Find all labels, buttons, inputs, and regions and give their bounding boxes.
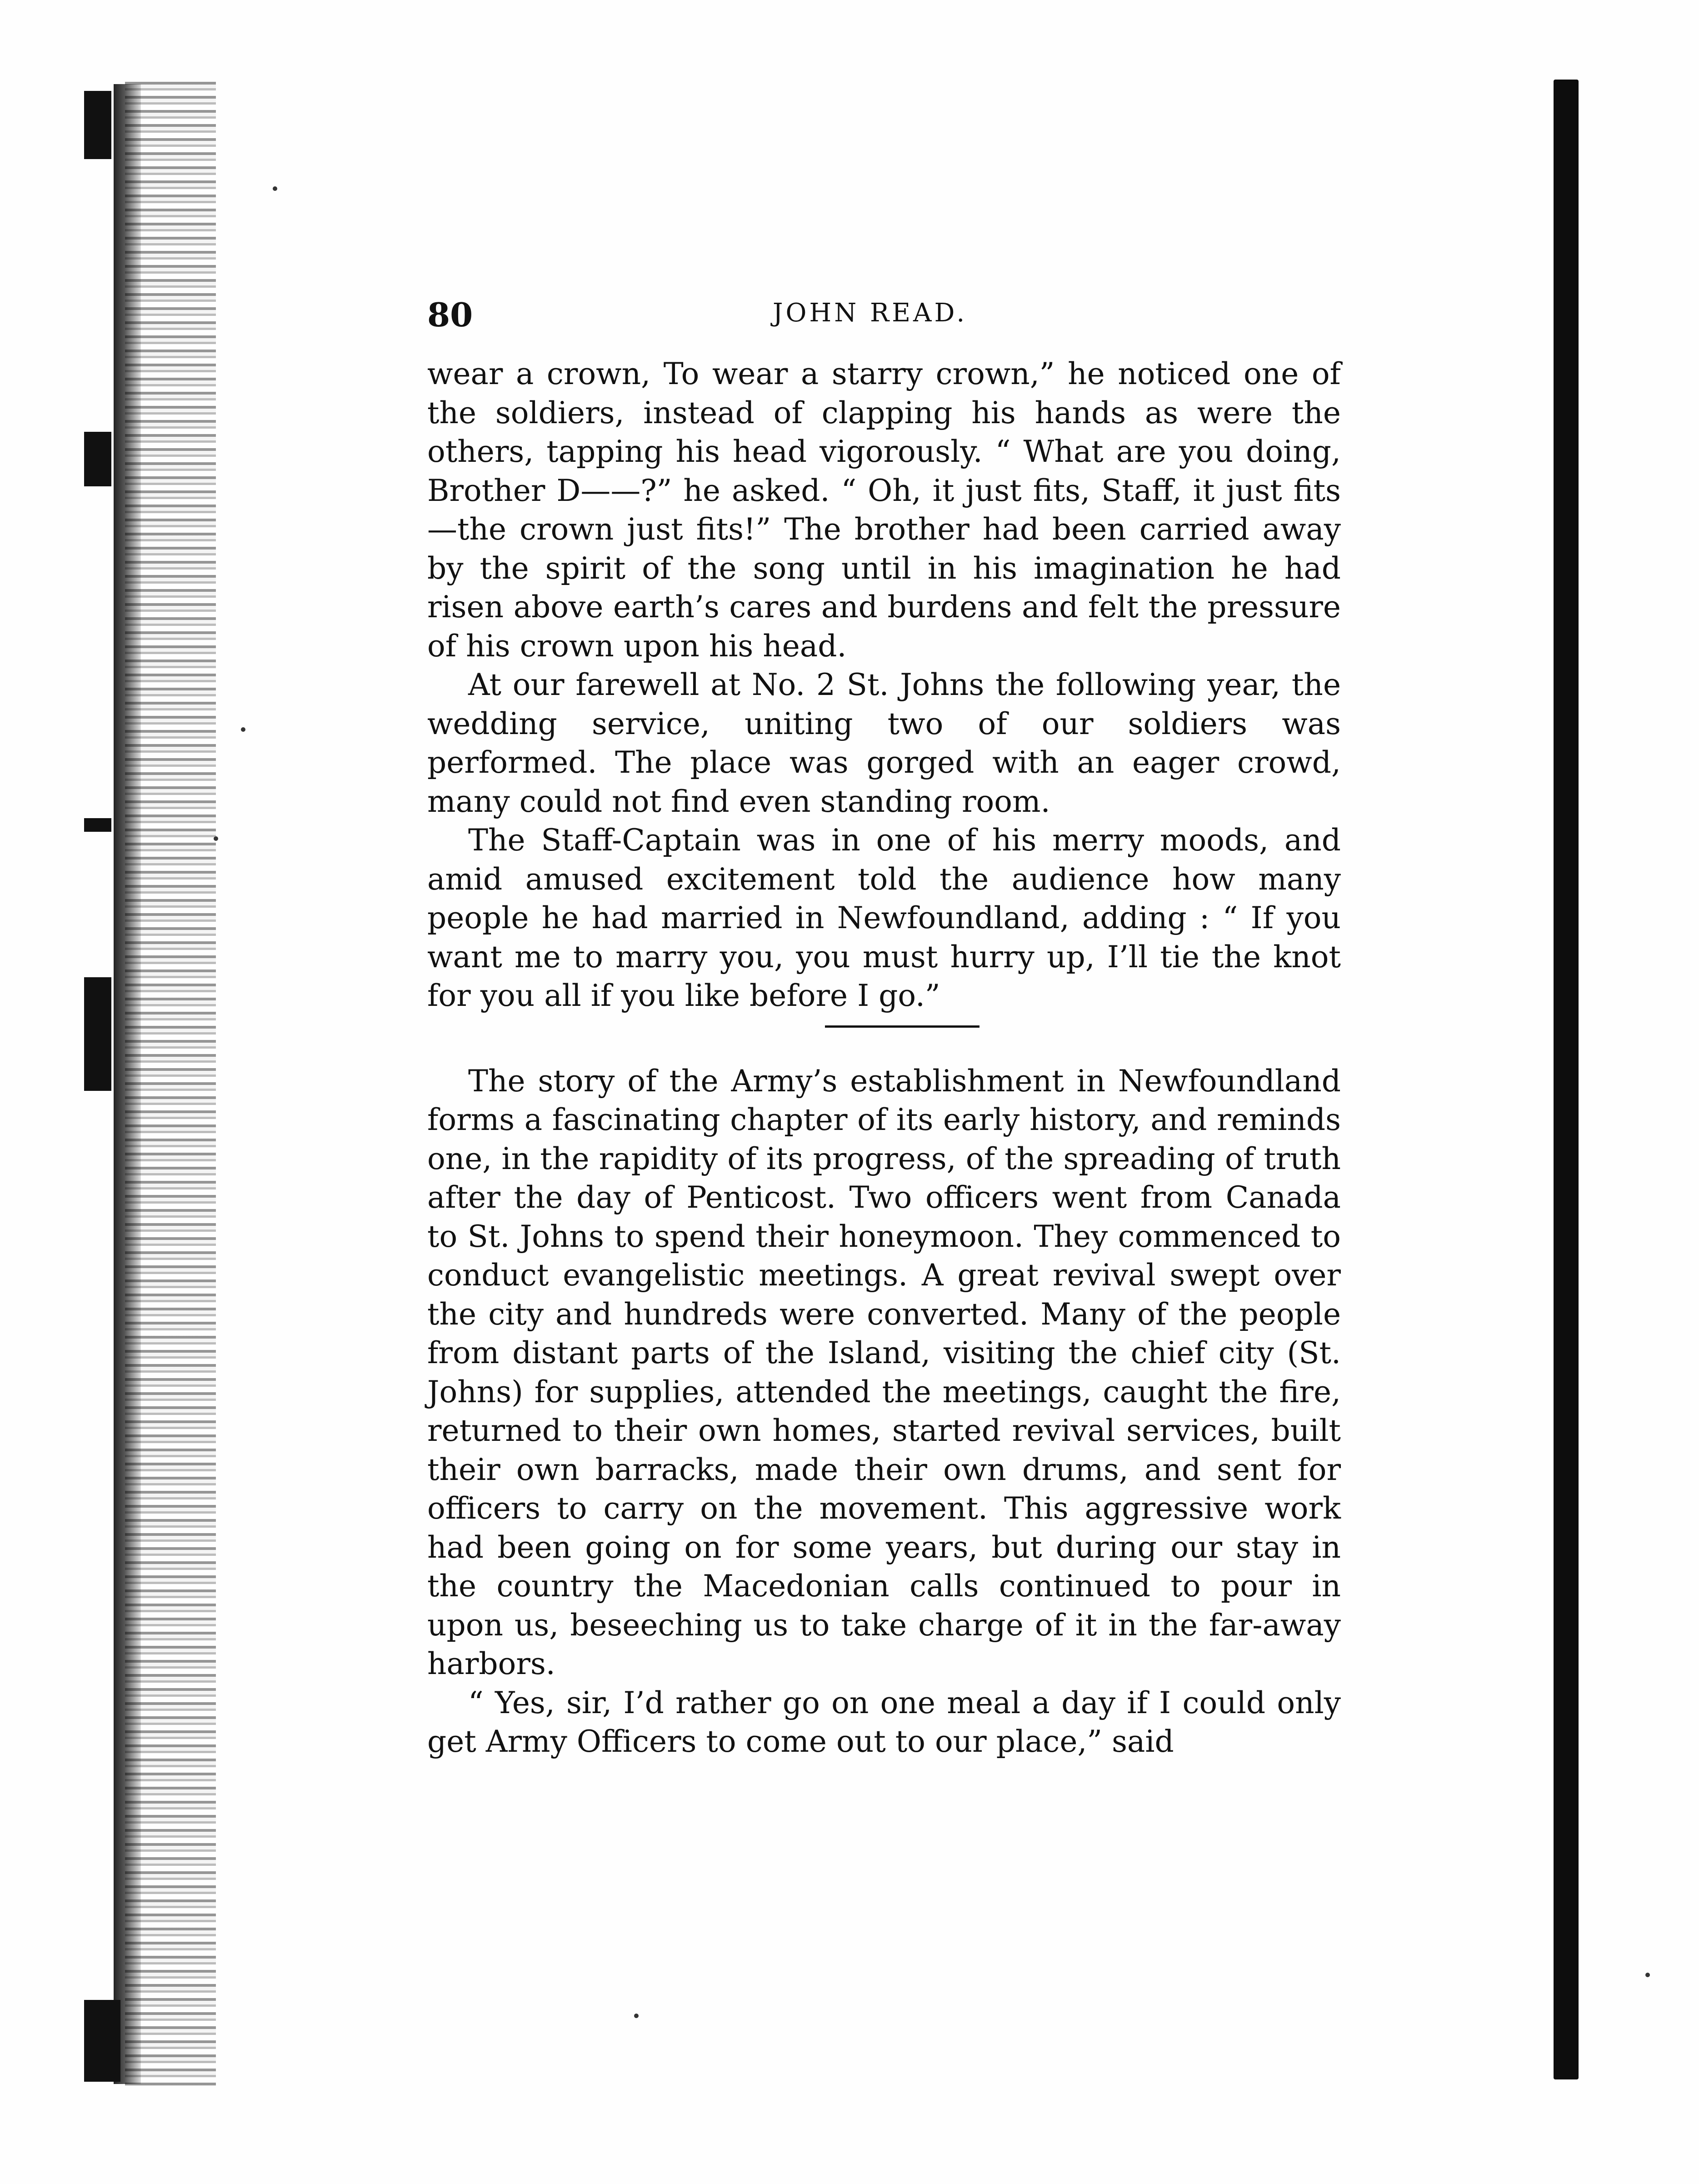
paragraph: The Staff-Captain was in one of his merry moods, and amid amused excitement told the audience how many people he had married in Newfoundland, adding : “ If you want me to marry you, you must hurry up, I’ll tie the knot for you all if you like before I go.” (427, 823, 1341, 1013)
section-1 (427, 355, 1341, 1015)
scan-mark (84, 91, 111, 159)
paragraph: At our farewell at No. 2 St. Johns the following year, the wedding service, uniting two of our soldiers was performed. The place was gorged with an eager crowd, many could not find even standing room. (427, 667, 1341, 819)
scan-mark (84, 2000, 120, 2082)
book-page (427, 295, 1341, 1761)
scan-mark (84, 977, 111, 1091)
scan-speck (634, 2014, 639, 2018)
paragraph: wear a crown, To wear a starry crown,” he noticed one of the soldiers, instead of clapping his hands as were the others, tapping his head vigorously. “ What are you doing, Brother D——?” he asked. “ Oh, it just fits, Staff, it just fits—the crown just fits!” The brother had been carried away by the spirit of the song until in his imagination he had risen above earth’s cares and burdens and felt the pressure of his crown upon his head. (427, 356, 1341, 664)
scan-speck (1645, 1973, 1650, 1977)
page-number: 80 (427, 295, 473, 334)
running-title: JOHN READ. (773, 298, 968, 328)
running-head (427, 295, 1341, 345)
scan-right-edge (1554, 80, 1579, 2079)
paragraph: The story of the Army’s establishment in Newfoundland forms a fascinating chapter of its early history, and reminds one, in the rapidity of its progress, of the spreading of truth after the day of Penticost. Two officers went from Canada to St. Johns to spend their honeymoon. They commenced to conduct evangelistic meetings. A great revival swept over the city and hundreds were converted. Many of the people from distant parts of the Island, visiting the chief city (St. Johns) for supplies, attended the meetings, caught the fire, returned to their own homes, started revival services, built their own barracks, made their own drums, and sent for officers to carry on the movement. This aggressive work had been going on for some years, but during our stay in the country the Macedonian calls continued to pour in upon us, beseeching us to take charge of it in the far-away harbors. (427, 1063, 1341, 1681)
section-2 (427, 1062, 1341, 1761)
scan-speck (214, 836, 218, 841)
scan-mark (84, 432, 111, 486)
section-divider (825, 1025, 979, 1028)
scan-mark (84, 818, 111, 832)
scan-left-edge-texture (125, 82, 216, 2086)
paragraph: “ Yes, sir, I’d rather go on one meal a day if I could only get Army Officers to come out to our place,” said (427, 1685, 1341, 1759)
scan-speck (273, 186, 277, 191)
scan-speck (241, 727, 245, 732)
